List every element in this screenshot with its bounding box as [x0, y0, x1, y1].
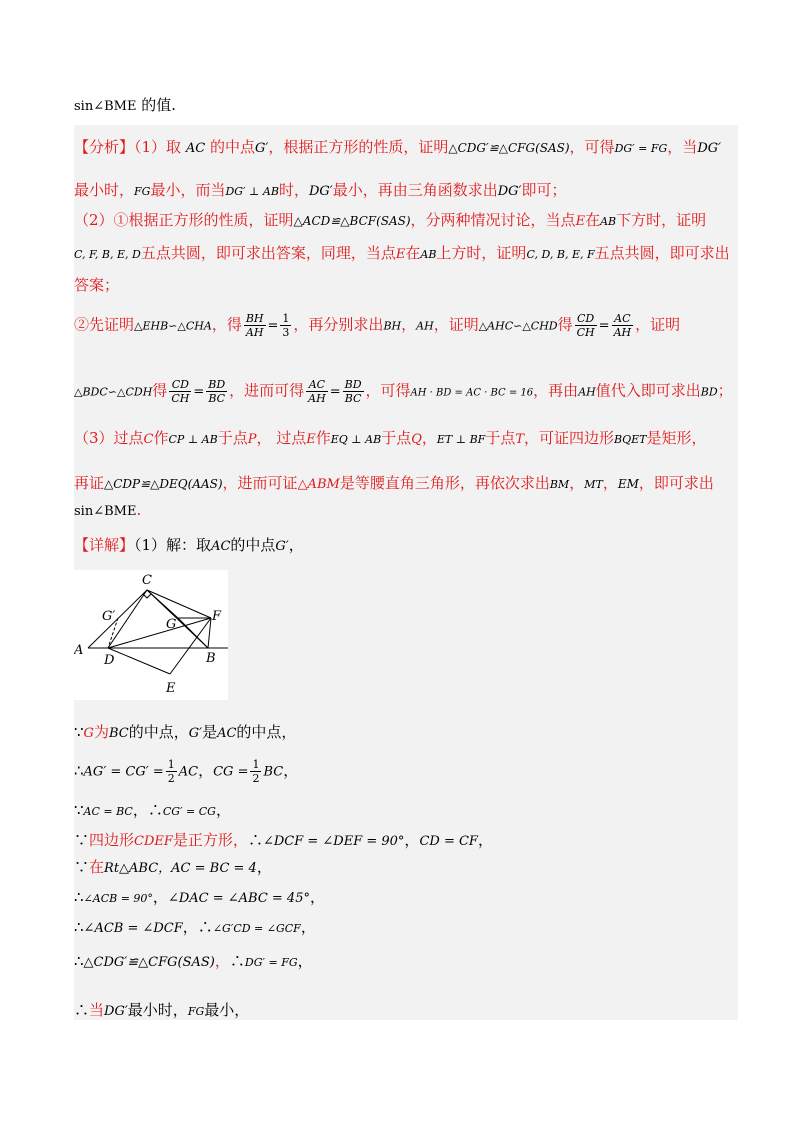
text: ， — [401, 315, 417, 334]
text: . — [136, 501, 142, 519]
math: T — [515, 432, 524, 447]
text: ，再分别求出 — [293, 315, 384, 334]
text: 再证 — [74, 474, 105, 492]
fraction — [206, 378, 227, 405]
math: AC = BC — [83, 805, 133, 818]
math: AH — [578, 385, 596, 399]
numerator: 1 — [167, 758, 175, 771]
math: Q — [411, 432, 422, 447]
numerator: 1 — [282, 312, 290, 325]
math: ∠ACB = ∠DCF — [83, 921, 183, 936]
detail-line-3 — [74, 800, 231, 822]
math: CG = — [213, 764, 249, 780]
denominator: CH — [171, 392, 190, 405]
numerator: BD — [208, 378, 226, 391]
label-c: C — [142, 573, 152, 588]
text: ，证明 — [635, 315, 681, 334]
denominator: BC — [208, 392, 226, 405]
text: 为 — [93, 723, 109, 741]
math: DG′ — [697, 141, 722, 156]
text: （1）取 — [134, 138, 182, 156]
math: sin∠BME — [74, 504, 137, 519]
text: ， — [214, 952, 230, 970]
analysis-line-10 — [74, 500, 141, 522]
math: DG′ ⊥ AB — [225, 185, 279, 198]
detail-line-2 — [74, 758, 298, 785]
geometry-figure — [74, 570, 228, 700]
analysis-line-2 — [74, 180, 567, 202]
label-a: A — [74, 643, 84, 658]
analysis-line-4 — [74, 243, 730, 265]
math: CP ⊥ AB — [168, 433, 218, 446]
text: ∴ — [74, 1001, 90, 1019]
text: ，证明 — [433, 315, 479, 334]
fraction — [250, 758, 261, 785]
text: 是矩形， — [646, 429, 707, 447]
math: AH — [416, 319, 434, 333]
text: 于点 — [217, 429, 248, 447]
text: 五点共圆，即可求出 — [594, 244, 730, 262]
math: ET ⊥ BF — [436, 433, 486, 446]
text: 的中点 — [209, 138, 255, 156]
math: CG′ = CG — [162, 805, 216, 818]
text: ∴ — [197, 918, 213, 936]
math: CD = CF — [419, 834, 478, 849]
analysis-line-3 — [74, 210, 706, 232]
math: MT — [584, 478, 603, 491]
text: ，进而可证 — [222, 474, 298, 492]
text: ，再由 — [533, 381, 579, 400]
fraction — [612, 312, 634, 339]
text: ，即可求出 — [638, 474, 714, 492]
text: 的中点 — [230, 536, 276, 554]
numerator: BH — [245, 312, 264, 325]
text: 的中点， — [236, 723, 297, 741]
text: 下方时，证明 — [616, 211, 707, 229]
sin-expression: sin∠BME — [74, 99, 137, 114]
math: ∠DAC = ∠ABC = 45° — [167, 891, 310, 906]
detail-line-intro — [74, 535, 304, 557]
text: ，根据正方形的性质，证明 — [268, 138, 449, 156]
denominator: AH — [308, 392, 326, 405]
detail-line-4 — [74, 830, 493, 852]
math: AC — [211, 539, 231, 554]
text: ， — [215, 801, 231, 819]
math: AB — [600, 215, 617, 228]
math: △AHC∽△CHD — [478, 319, 558, 333]
math: G — [83, 726, 94, 741]
math: Rt△ABC，AC = BC = 4 — [104, 861, 257, 876]
math: AC — [217, 726, 237, 741]
analysis-line-9 — [74, 473, 714, 495]
detail-line-8 — [74, 951, 313, 973]
text: ， — [182, 918, 198, 936]
denominator: 2 — [252, 772, 260, 785]
text: 答案； — [74, 276, 120, 294]
math: ∠DCF = ∠DEF = 90° — [262, 834, 405, 849]
text: ②先证明 — [74, 315, 135, 334]
math: FG — [187, 1005, 205, 1018]
text: 四边形 — [89, 831, 135, 849]
text: ； — [717, 381, 733, 400]
intro-line — [74, 95, 176, 117]
text: ， — [256, 858, 272, 876]
math: E — [306, 432, 316, 447]
text: 时， — [278, 181, 309, 199]
detail-line-6 — [74, 887, 325, 909]
analysis-line-6: ②先证明△EHB∽△CHA，得 $\frac{BH}{AH}$ = $\frac{1}{3}$ ，再分别求出BH，AH，证明△AHC∽△CHD得 $\frac{CD}{CH}$ = $\frac{AC}{AH}$ ，证明 — [74, 312, 681, 339]
analysis-line-8 — [74, 428, 707, 450]
label-d: D — [104, 653, 115, 668]
text: ∵ — [74, 801, 84, 819]
text: ，进而可得 — [229, 381, 305, 400]
numerator: BD — [344, 378, 362, 391]
text: 作 — [153, 429, 169, 447]
text: 于点 — [485, 429, 516, 447]
math: C — [143, 432, 154, 447]
line-de — [108, 648, 170, 674]
text: ∴ — [74, 888, 84, 906]
text: ， — [198, 761, 214, 780]
math: ∠ACB = 90° — [83, 892, 153, 905]
text: ， — [300, 918, 316, 936]
math: △ACD≌△BCF(SAS) — [293, 214, 411, 228]
math: C, F, B, E, D — [74, 248, 141, 261]
label-b: B — [206, 651, 216, 666]
text: ，得 — [211, 315, 242, 334]
text: 是等腰直角三角形，再依次求出 — [339, 474, 550, 492]
line-gb — [178, 618, 208, 648]
detail-line-1 — [74, 722, 296, 744]
numerator: AC — [306, 378, 328, 392]
math: △CDP≌△DEQ(AAS) — [104, 477, 223, 491]
detail-tag: 【详解】 — [74, 536, 135, 554]
math: E — [575, 214, 586, 229]
text: 是 — [202, 723, 218, 741]
text: ， — [297, 952, 313, 970]
label-e: E — [166, 681, 176, 696]
text: ，可得 — [365, 381, 411, 400]
analysis-line-1 — [74, 137, 721, 159]
text: 得 — [557, 315, 573, 334]
text: ， — [132, 801, 148, 819]
fraction — [306, 378, 328, 405]
text: ， — [152, 888, 168, 906]
text: ，可证四边形 — [524, 429, 615, 447]
line-df — [108, 618, 211, 648]
analysis-line-5 — [74, 275, 119, 295]
math: △CDG′≌△CFG(SAS) — [83, 955, 215, 970]
math: DG′ = FG — [244, 956, 298, 969]
text: 最小，再由三角函数求出 — [332, 181, 498, 199]
text: 在 — [585, 211, 601, 229]
text: ， — [404, 831, 420, 849]
fraction — [280, 312, 291, 339]
text: ∴ — [147, 801, 163, 819]
numerator: AC — [612, 312, 634, 326]
denominator: BC — [344, 392, 362, 405]
text: ∵ — [74, 858, 90, 876]
numerator: 1 — [252, 758, 260, 771]
text: （2）①根据正方形的性质，证明 — [74, 211, 294, 229]
math: BD — [700, 385, 718, 399]
text: 作 — [315, 429, 331, 447]
math: AH · BD = AC · BC = 16 — [410, 387, 534, 399]
text: ，当 — [667, 138, 698, 156]
math: CDEF — [134, 834, 173, 849]
math: DG′ — [308, 184, 333, 199]
text: 在 — [405, 244, 421, 262]
math: AC — [178, 764, 199, 780]
fraction — [169, 378, 191, 405]
math: EQ ⊥ AB — [330, 433, 382, 446]
text: 的中点， — [128, 723, 189, 741]
analysis-tag: 【分析】 — [74, 138, 135, 156]
text: ， — [421, 429, 437, 447]
math: E — [395, 247, 406, 262]
math: AC — [185, 141, 206, 156]
text: ， 过点 — [256, 429, 307, 447]
right-angle-mark — [143, 594, 151, 598]
text: 最小，而当 — [150, 181, 226, 199]
text: ， — [288, 536, 304, 554]
geometry-diagram — [74, 570, 228, 700]
label-g: G — [166, 617, 177, 632]
text: 是正方形， — [172, 831, 248, 849]
math: BM — [549, 478, 570, 491]
text: 当 — [89, 1001, 105, 1019]
fraction — [343, 378, 364, 405]
text: ∴ — [229, 952, 245, 970]
denominator: 2 — [167, 772, 175, 785]
math: FG — [134, 185, 151, 198]
text: ，分两种情况讨论，当点 — [410, 211, 576, 229]
numerator: CD — [575, 312, 597, 326]
denominator: AH — [613, 326, 632, 339]
math: BC — [108, 726, 129, 741]
line-bf — [208, 618, 211, 648]
detail-line-7 — [74, 917, 316, 939]
analysis-line-7: △BDC∽△CDH得 $\frac{CD}{CH}$ = $\frac{BD}{BC}$ ，进而可得 $\frac{AC}{AH}$ = $\frac{BD}{BC}$ ，可得AH · BD = AC · BC = 16，再由AH值代入即可求出BD； — [74, 378, 733, 405]
math: G′ — [254, 141, 269, 156]
fraction — [244, 312, 266, 339]
text: 得 — [152, 381, 168, 400]
denominator: 3 — [282, 326, 290, 339]
line-cf — [147, 590, 211, 618]
text: ∴ — [74, 761, 84, 780]
fraction — [166, 758, 177, 785]
math: DG′ — [497, 184, 522, 199]
text: （3）过点 — [74, 429, 144, 447]
numerator: CD — [169, 378, 191, 392]
math: △CDG′≌△CFG(SAS) — [448, 141, 570, 155]
math: △ABM — [297, 477, 340, 492]
text: 即可； — [521, 181, 567, 199]
text: 最小时， — [74, 181, 135, 199]
detail-line-9 — [74, 1000, 249, 1022]
math: BC — [263, 764, 284, 780]
text: 上方时，证明 — [436, 244, 527, 262]
text: ，可得 — [569, 138, 615, 156]
text: 于点 — [381, 429, 412, 447]
denominator: CH — [576, 326, 595, 339]
text: （1）解：取 — [134, 536, 212, 554]
text: 值代入即可求出 — [595, 381, 701, 400]
denominator: AH — [245, 326, 264, 339]
text: ∵ — [74, 723, 84, 741]
text: ， — [602, 474, 618, 492]
text: ， — [569, 474, 585, 492]
text: 最小时， — [127, 1001, 188, 1019]
math: △BDC∽△CDH — [74, 385, 153, 399]
math: G′ — [275, 539, 289, 554]
text: 最小， — [204, 1001, 250, 1019]
text: 五点共圆，即可求出答案，同理，当点 — [140, 244, 396, 262]
text: ， — [477, 831, 493, 849]
line-cg — [147, 590, 178, 618]
math: AB — [420, 248, 437, 261]
math: EM — [617, 477, 639, 491]
text: ∴ — [74, 952, 84, 970]
math: P — [247, 432, 257, 447]
text: ∴ — [247, 831, 263, 849]
label-f: F — [212, 609, 222, 624]
math: BQET — [614, 433, 647, 446]
text: ， — [309, 888, 325, 906]
text: ， — [283, 761, 299, 780]
text: 在 — [89, 858, 105, 876]
intro-tail: 的值. — [136, 96, 176, 114]
math: AG′ = CG′ = — [83, 764, 164, 780]
label-g1: G′ — [102, 609, 116, 624]
math: C, D, B, E, F — [526, 248, 595, 261]
fraction — [575, 312, 597, 339]
math: DG′ = FG — [614, 142, 668, 155]
math: BH — [383, 319, 402, 333]
math: G′ — [188, 726, 203, 741]
math: DG′ — [104, 1004, 128, 1019]
math: △EHB∽△CHA — [134, 319, 212, 333]
text: ∴ — [74, 918, 84, 936]
math: ∠G′CD = ∠GCF — [212, 922, 301, 935]
text: ∵ — [74, 831, 90, 849]
detail-line-5 — [74, 857, 272, 879]
